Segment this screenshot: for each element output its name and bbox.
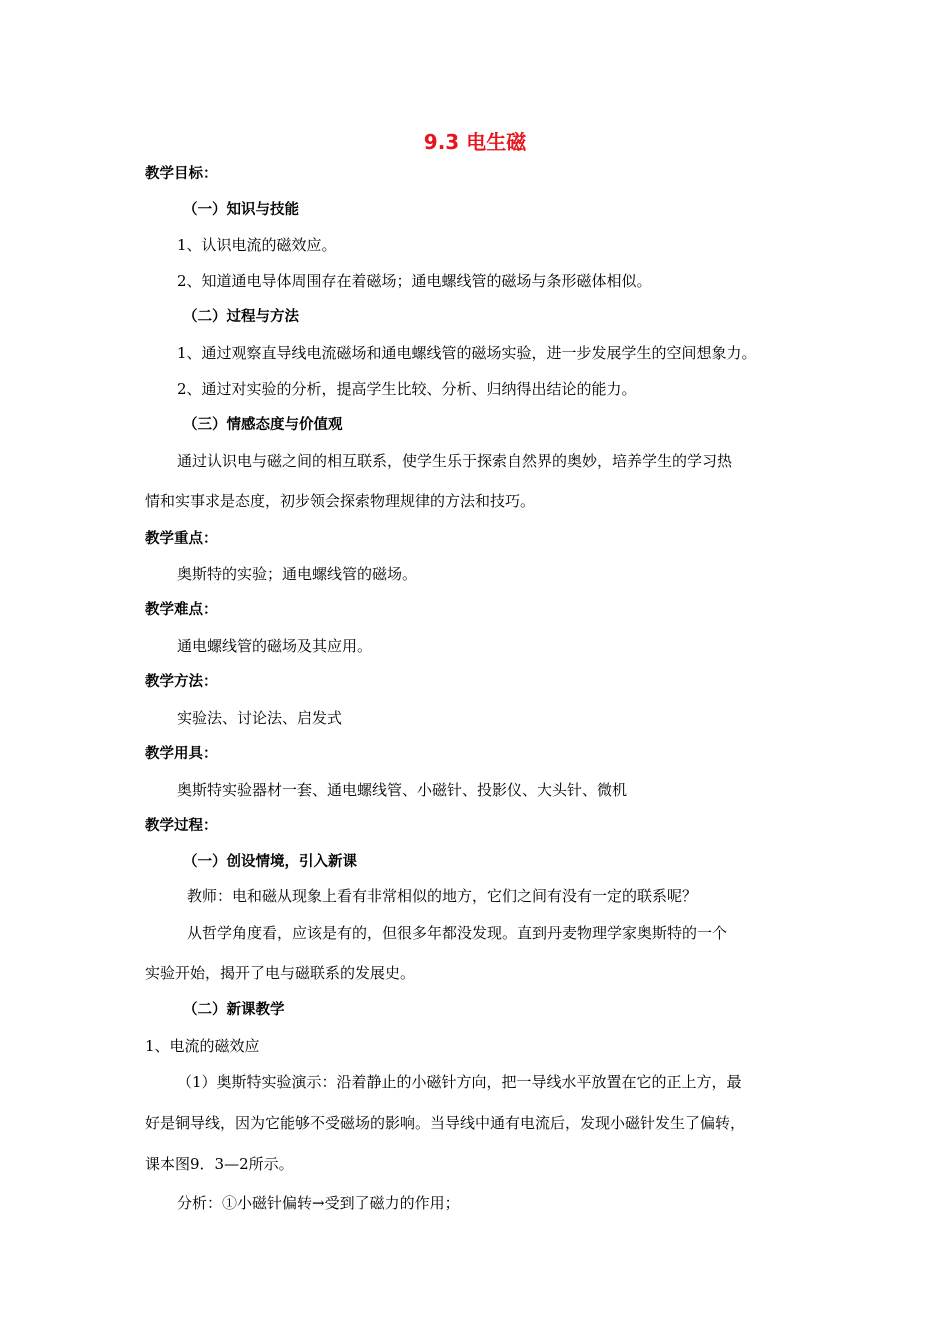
paragraph: （1）奥斯特实验演示：沿着静止的小磁针方向，把一导线水平放置在它的正上方，最 — [177, 1073, 742, 1091]
paragraph: 好是铜导线，因为它能够不受磁场的影响。当导线中通有电流后，发现小磁针发生了偏转， — [145, 1114, 746, 1132]
heading-difficulties: 教学难点： — [145, 602, 218, 618]
paragraph: 分析：①小磁针偏转→受到了磁力的作用； — [177, 1194, 460, 1212]
paragraph: 通过认识电与磁之间的相互联系，使学生乐于探索自然界的奥妙，培养学生的学习热 — [177, 452, 733, 470]
heading-procedure: 教学过程： — [145, 818, 218, 834]
subheading-introduction: （一）创设情境，引入新课 — [183, 854, 357, 870]
subheading-knowledge: （一）知识与技能 — [183, 202, 299, 218]
heading-tools: 教学用具： — [145, 746, 218, 762]
subheading-process: （二）过程与方法 — [183, 309, 299, 325]
paragraph: 奥斯特实验器材一套、通电螺线管、小磁针、投影仪、大头针、微机 — [177, 781, 628, 799]
paragraph: 1、通过观察直导线电流磁场和通电螺线管的磁场实验，进一步发展学生的空间想象力。 — [177, 344, 757, 362]
paragraph: 通电螺线管的磁场及其应用。 — [177, 637, 373, 655]
heading-objectives: 教学目标： — [145, 166, 218, 182]
paragraph: 实验法、讨论法、启发式 — [177, 709, 343, 727]
paragraph: 2、知道通电导体周围存在着磁场；通电螺线管的磁场与条形磁体相似。 — [177, 272, 652, 290]
heading-key-points: 教学重点： — [145, 531, 218, 547]
subheading-attitude: （三）情感态度与价值观 — [183, 417, 343, 433]
paragraph: 1、认识电流的磁效应。 — [177, 236, 337, 254]
paragraph: 从哲学角度看，应该是有的，但很多年都没发现。直到丹麦物理学家奥斯特的一个 — [187, 924, 728, 942]
paragraph: 2、通过对实验的分析，提高学生比较、分析、归纳得出结论的能力。 — [177, 380, 637, 398]
paragraph: 教师：电和磁从现象上看有非常相似的地方，它们之间有没有一定的联系呢？ — [187, 887, 698, 905]
heading-methods: 教学方法： — [145, 674, 218, 690]
paragraph: 情和实事求是态度，初步领会探索物理规律的方法和技巧。 — [145, 492, 536, 510]
subheading-new-lesson: （二）新课教学 — [183, 1002, 285, 1018]
paragraph: 实验开始，揭开了电与磁联系的发展史。 — [145, 964, 416, 982]
paragraph: 课本图9．3—2所示。 — [145, 1155, 294, 1173]
document-title: 9.3 电生磁 — [423, 130, 527, 154]
paragraph: 1、电流的磁效应 — [145, 1037, 260, 1055]
paragraph: 奥斯特的实验；通电螺线管的磁场。 — [177, 565, 418, 583]
